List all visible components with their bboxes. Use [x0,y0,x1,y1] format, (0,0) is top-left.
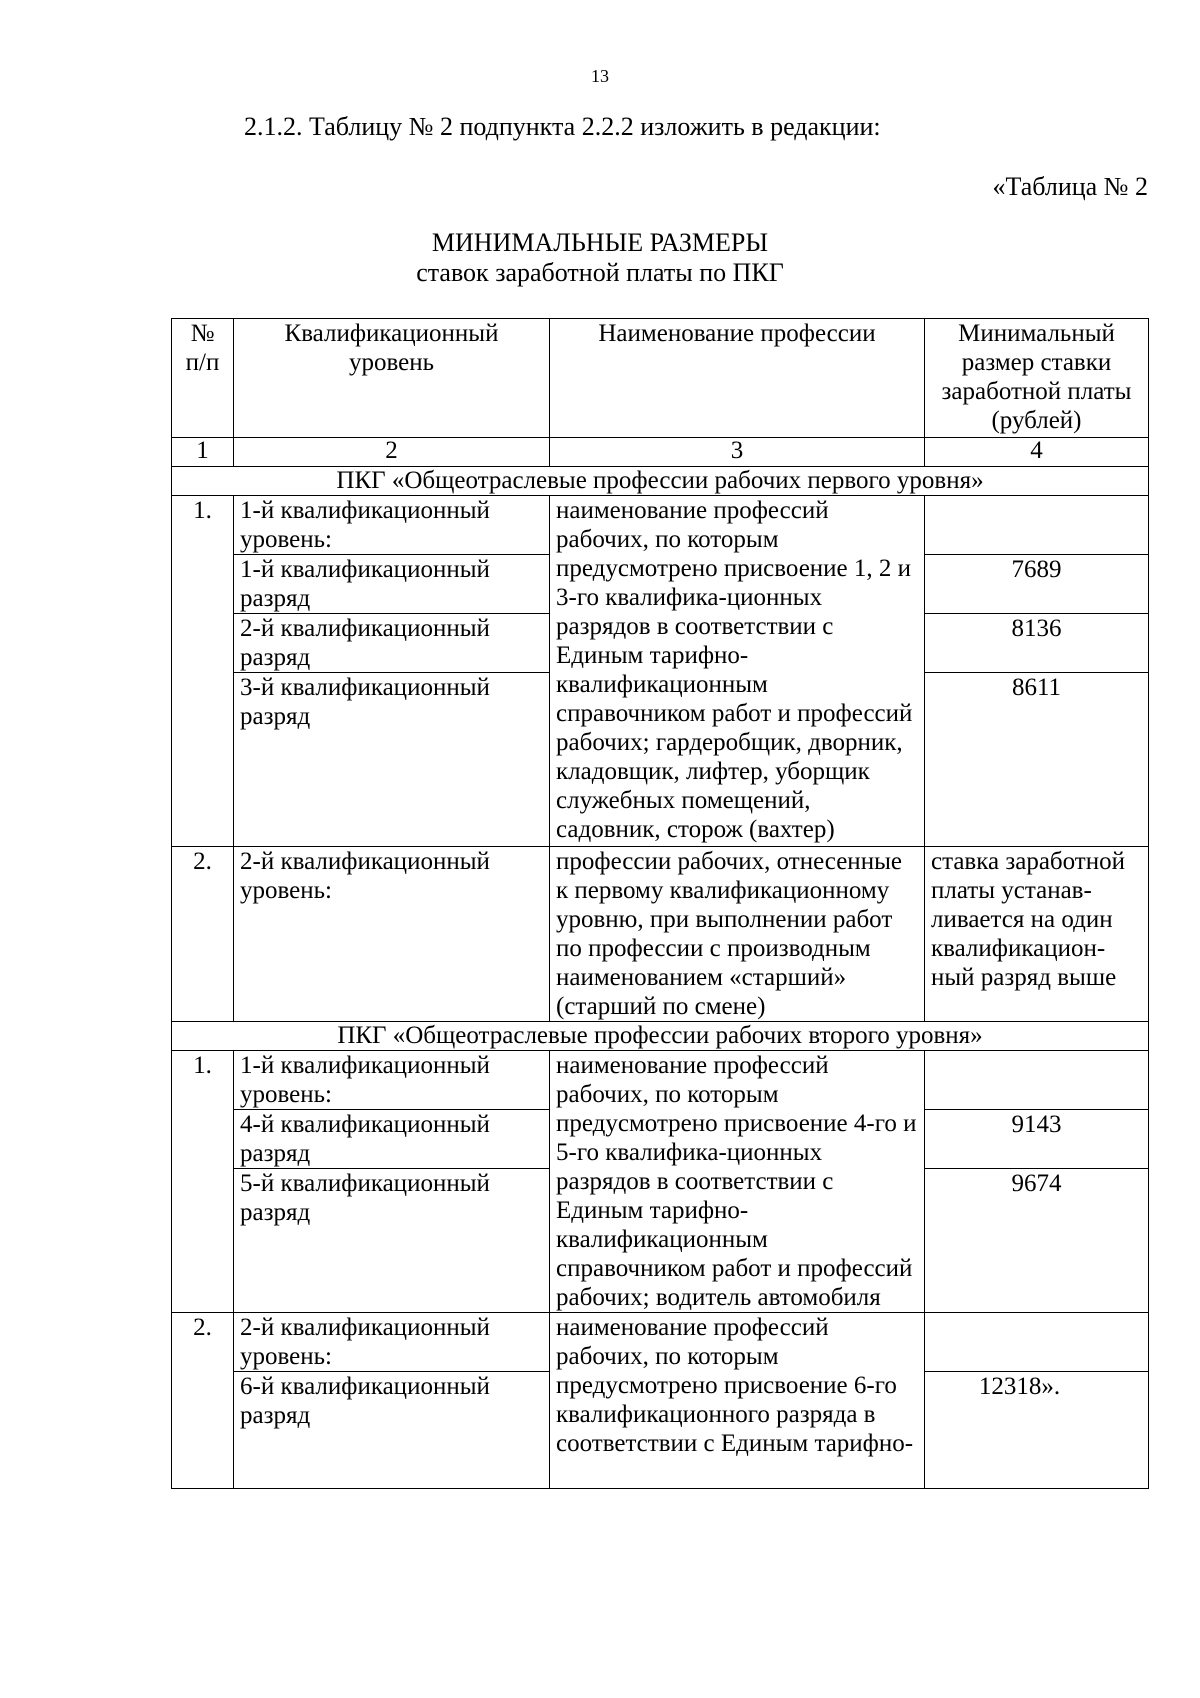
table-row [172,847,1149,1022]
wage-value: 8611 [925,673,1149,847]
profession-description: наименование профессий рабочих, по которым предусмотрено присвоение 1, 2 и 3-го квалифика-ционных разрядов в соответствии с Единым тарифно-квалификационным справочником работ и профессий рабочих; гардеробщик, дворник, кладовщик, лифтер, уборщик служебных помещений, садовник, сторож (вахтер) [550,496,925,847]
wage-value: 8136 [925,614,1149,673]
profession-description: наименование профессий рабочих, по которым предусмотрено присвоение 6-го квалификационного разряда в соответствии с Единым тарифно- [550,1313,925,1489]
row-number: 1. [172,496,234,847]
document-title: МИНИМАЛЬНЫЕ РАЗМЕРЫ [431,228,769,257]
qualification-level: 1-й квалификационный уровень: [234,1051,550,1110]
qualification-rank: 3-й квалификационный разряд [234,673,550,847]
qualification-level: 1-й квалификационный уровень: [234,496,550,555]
header-profession: Наименование профессии [550,319,925,438]
document-subtitle: ставок заработной платы по ПКГ [416,258,784,287]
page-number: 13 [591,66,609,86]
header-number: № п/п [172,319,234,438]
profession-description: профессии рабочих, отнесенные к первому квалификационному уровню, при выполнении работ по профессии с производным наименованием «старший» (старший по смене) [550,847,925,1022]
table-row [172,496,1149,555]
table-row [172,1313,1149,1372]
row-number: 1. [172,1051,234,1313]
qualification-rank: 5-й квалификационный разряд [234,1169,550,1313]
column-number: 1 [172,438,234,467]
wage-note: ставка заработной платы устанав-ливается на один квалификацион-ный разряд выше [925,847,1149,1022]
qualification-rank: 6-й квалификационный разряд [234,1372,550,1489]
wage-value: 12318». [925,1372,1149,1489]
row-number: 2. [172,1313,234,1489]
column-number: 4 [925,438,1149,467]
column-number: 3 [550,438,925,467]
group-heading-row [172,467,1149,496]
wage-cell-empty [925,496,1149,555]
wage-value: 9143 [925,1110,1149,1169]
column-number-row [172,438,1149,467]
qualification-rank: 4-й квалификационный разряд [234,1110,550,1169]
qualification-rank: 1-й квалификационный разряд [234,555,550,614]
profession-description: наименование профессий рабочих, по которым предусмотрено присвоение 4-го и 5-го квалифика-ционных разрядов в соответствии с Единым тарифно-квалификационным справочником работ и профессий рабочих; водитель автомобиля [550,1051,925,1313]
wage-table [171,318,1149,1489]
header-level: Квалификационный уровень [234,319,550,438]
header-row [172,319,1149,438]
qualification-level: 2-й квалификационный уровень: [234,1313,550,1372]
wage-value: 7689 [925,555,1149,614]
wage-value: 9674 [925,1169,1149,1313]
qualification-rank: 2-й квалификационный разряд [234,614,550,673]
row-number: 2. [172,847,234,1022]
group-heading-row [172,1022,1149,1051]
header-wage: Минимальный размер ставки заработной платы (рублей) [925,319,1149,438]
wage-cell-empty [925,1313,1149,1372]
amendment-intro: 2.1.2. Таблицу № 2 подпункта 2.2.2 изложить в редакции: [244,112,881,141]
group-heading: ПКГ «Общеотраслевые профессии рабочих второго уровня» [172,1022,1149,1051]
qualification-level: 2-й квалификационный уровень: [234,847,550,1022]
group-heading: ПКГ «Общеотраслевые профессии рабочих первого уровня» [172,467,1149,496]
table-row [172,1051,1149,1110]
table-label: «Таблица № 2 [992,172,1148,201]
wage-cell-empty [925,1051,1149,1110]
column-number: 2 [234,438,550,467]
